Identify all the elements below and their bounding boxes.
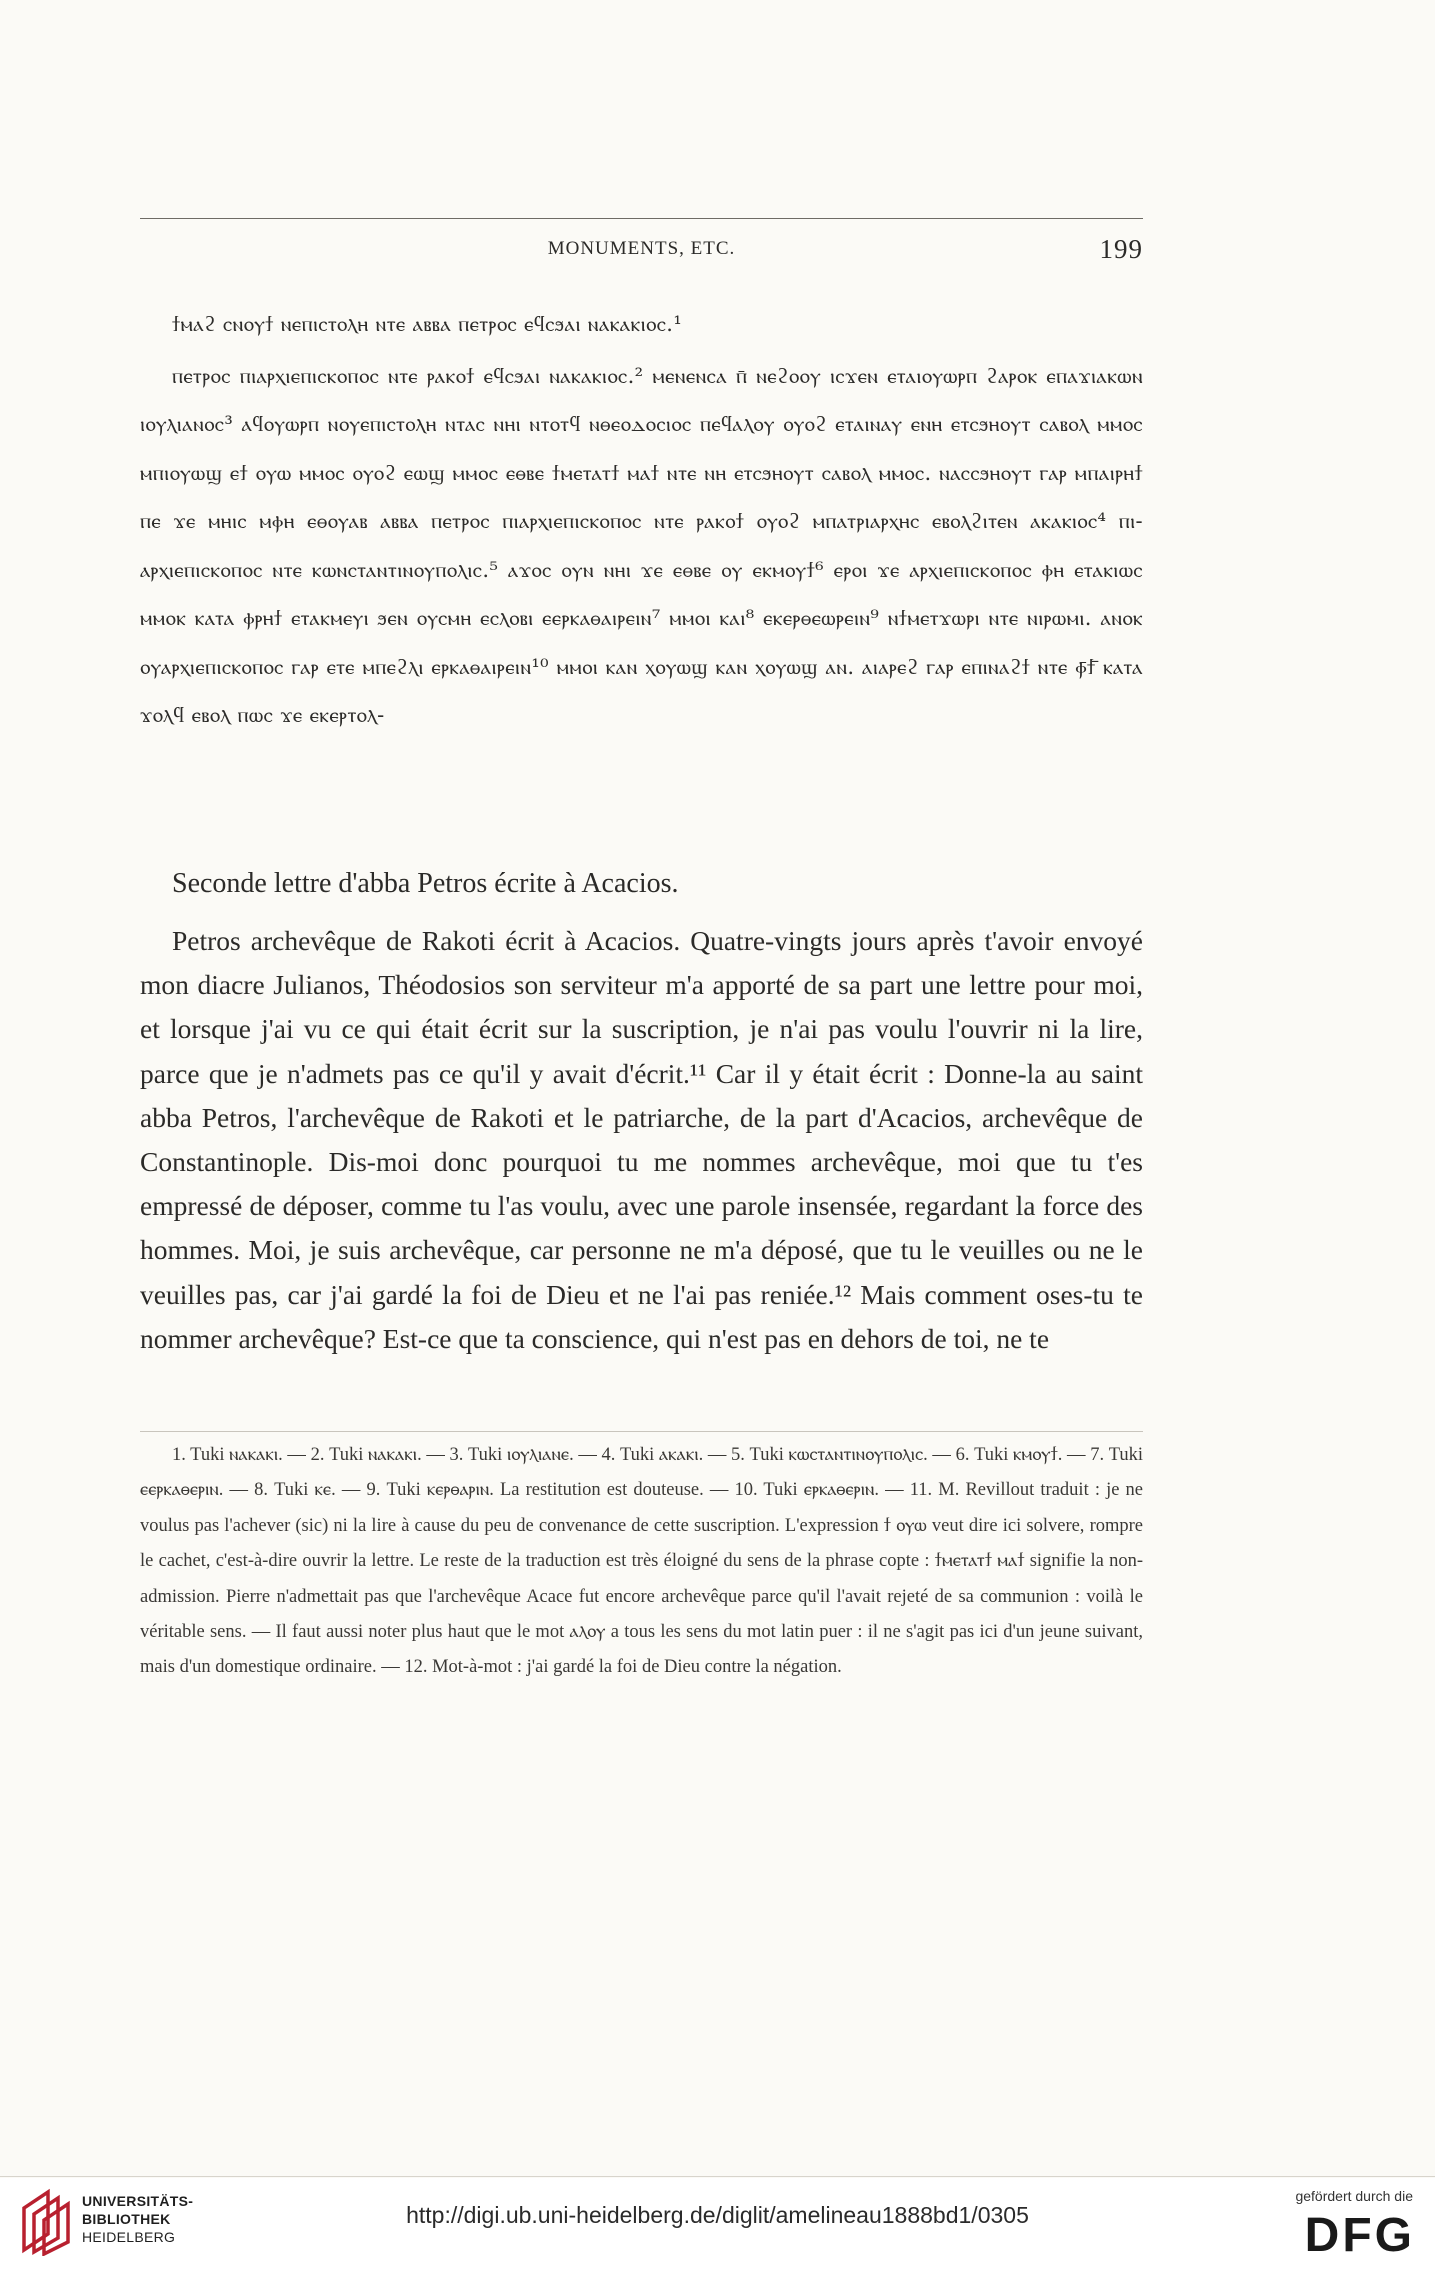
french-paragraph: Petros archevêque de Rakoti écrit à Acacios. Quatre-vingts jours après t'avoir envoyé mon diacre Julianos, Théodosios son serviteur m'a apporté de sa part une lettre pour moi, et lorsque j'ai vu ce qui était écrit sur la suscription, je n'ai pas voulu l'ouvrir ni la lire, parce que je n'admets pas ce qu'il y avait d'écrit.¹¹ Car il y était écrit : Donne-la au saint abba Petros, l'archevêque de Rakoti et le patriarche, de la part d'Acacios, archevêque de Constantinople. Dis-moi donc pourquoi tu me nommes archevêque, moi que tu t'es empressé de déposer, comme tu l'as voulu, avec une parole insensée, regardant la force des hommes. Moi, je suis archevêque, car personne ne m'a déposé, que tu le veuilles ou ne le veuilles pas, car j'ai gardé la foi de Dieu et ne l'ai pas reniée.¹² Mais comment oses-tu te nommer archevêque? Est-ce que ta conscience, qui n'est pas en dehors de toi, ne te: [140, 925, 1143, 1354]
footnotes-text: 1. Tuki ⲛⲁⲕⲁⲕⲓ. — 2. Tuki ⲛⲁⲕⲁⲕⲓ. — 3. Tuki ⲓⲟⲩⲗⲓⲁⲛⲉ. — 4. Tuki ⲁⲕⲁⲕⲓ. — 5. Tuki ⲕⲱⲥⲧⲁⲛⲧⲓⲛⲟⲩⲡⲟⲗⲓⲥ. — 6. Tuki ⲕⲙⲟⲩϯ. — 7. Tuki ⲉⲉⲣⲕⲁⲑⲉⲣⲓⲛ. — 8. Tuki ⲕⲉ. — 9. Tuki ⲕⲉⲣⲑⲁⲣⲓⲛ. La restitution est douteuse. — 10. Tuki ⲉⲣⲕⲁⲑⲉⲣⲓⲛ. — 11. M. Revillout traduit : je ne voulus pas l'achever (sic) ni la lire à cause du peu de convenance de cette suscription. L'expression ϯ ⲟⲩⲱ veut dire ici solvere, rompre le cachet, c'est-à-dire ouvrir la lettre. Le reste de la traduction est très éloigné du sens de la phrase copte : ϯⲙⲉⲧⲁⲧϯ ⲙⲁϯ signifie la non-admission. Pierre n'admettait pas que l'archevêque Acace fut encore archevêque parce qu'il l'avait rejeté de sa communion : voilà le véritable sens. — Il faut aussi noter plus haut que le mot ⲁⲗⲟⲩ a tous les sens du mot latin puer : il ne s'agit pas ici d'un jeune suivant, mais d'un domestique ordinaire. — 12. Mot-à-mot : j'ai gardé la foi de Dieu contre la négation.: [140, 1445, 1143, 1678]
header-rule: [140, 218, 1143, 219]
footer-divider: [0, 2176, 1435, 2177]
digitization-footer: [0, 2178, 1435, 2282]
footnotes-divider: [140, 1431, 1143, 1432]
dfg-logo: DFG: [1304, 2209, 1415, 2262]
page-number: 199: [1099, 234, 1143, 264]
coptic-heading: ϯⲙⲁϩ ⲥⲛⲟⲩϯ ⲛⲉⲡⲓⲥⲧⲟⲗⲏ ⲛⲧⲉ ⲁⲃⲃⲁ ⲡⲉⲧⲣⲟⲥ ⲉϥⲥϧⲁⲓ ⲛⲁⲕⲁⲕⲓⲟⲥ.¹: [172, 312, 683, 336]
permalink-url[interactable]: http://digi.ub.uni-heidelberg.de/diglit/amelineau1888bd1/0305: [406, 2202, 1029, 2228]
french-translation: [140, 919, 1143, 1361]
funding-caption: gefördert durch die: [1295, 2188, 1413, 2204]
university-library-name: UNIVERSITÄTS- BIBLIOTHEK HEIDELBERG: [82, 2193, 194, 2245]
french-heading: Seconde lettre d'abba Petros écrite à Acacios.: [172, 868, 679, 899]
running-head: [140, 234, 1143, 270]
footnotes: [140, 1438, 1143, 1686]
coptic-text: [140, 300, 1143, 740]
coptic-paragraph: ⲡⲉⲧⲣⲟⲥ ⲡⲓⲁⲣⲭⲓⲉⲡⲓⲥⲕⲟⲡⲟⲥ ⲛⲧⲉ ⲣⲁⲕⲟϯ ⲉϥⲥϧⲁⲓ ⲛⲁⲕⲁⲕⲓⲟⲥ.² ⲙⲉⲛⲉⲛⲥⲁ ⲡ̄ ⲛⲉϩⲟⲟⲩ ⲓⲥϫⲉⲛ ⲉⲧⲁⲓⲟⲩⲱⲣⲡ ϩⲁⲣⲟⲕ ⲉⲡⲁϫⲓⲁⲕⲱⲛ ⲓⲟⲩⲗⲓⲁⲛⲟⲥ³ ⲁϥⲟⲩⲱⲣⲡ ⲛⲟⲩⲉⲡⲓⲥⲧⲟⲗⲏ ⲛⲧⲁⲥ ⲛⲏⲓ ⲛⲧⲟⲧϥ ⲛⲑⲉⲟⲇⲟⲥⲓⲟⲥ ⲡⲉϥⲁⲗⲟⲩ ⲟⲩⲟϩ ⲉⲧⲁⲓⲛⲁⲩ ⲉⲛⲏ ⲉⲧⲥϧⲏⲟⲩⲧ ⲥⲁⲃⲟⲗ ⲙⲙⲟⲥ ⲙⲡⲓⲟⲩⲱϣ ⲉϯ ⲟⲩⲱ ⲙⲙⲟⲥ ⲟⲩⲟϩ ⲉⲱϣ ⲙⲙⲟⲥ ⲉⲑⲃⲉ ϯⲙⲉⲧⲁⲧϯ ⲙⲁϯ ⲛⲧⲉ ⲛⲏ ⲉⲧⲥϧⲏⲟⲩⲧ ⲥⲁⲃⲟⲗ ⲙⲙⲟⲥ. ⲛⲁⲥⲥϧⲏⲟⲩⲧ ⲅⲁⲣ ⲙⲡⲁⲓⲣⲏϯ ⲡⲉ ϫⲉ ⲙⲏⲓⲥ ⲙⲫⲏ ⲉⲑⲟⲩⲁⲃ ⲁⲃⲃⲁ ⲡⲉⲧⲣⲟⲥ ⲡⲓⲁⲣⲭⲓⲉⲡⲓⲥⲕⲟⲡⲟⲥ ⲛⲧⲉ ⲣⲁⲕⲟϯ ⲟⲩⲟϩ ⲙⲡⲁⲧⲣⲓⲁⲣⲭⲏⲥ ⲉⲃⲟⲗϩⲓⲧⲉⲛ ⲁⲕⲁⲕⲓⲟⲥ⁴ ⲡⲓ- ⲁⲣⲭⲓⲉⲡⲓⲥⲕⲟⲡⲟⲥ ⲛⲧⲉ ⲕⲱⲛⲥⲧⲁⲛⲧⲓⲛⲟⲩⲡⲟⲗⲓⲥ.⁵ ⲁϫⲟⲥ ⲟⲩⲛ ⲛⲏⲓ ϫⲉ ⲉⲑⲃⲉ ⲟⲩ ⲉⲕⲙⲟⲩϯ⁶ ⲉⲣⲟⲓ ϫⲉ ⲁⲣⲭⲓⲉⲡⲓⲥⲕⲟⲡⲟⲥ ⲫⲏ ⲉⲧⲁⲕⲓⲱⲥ ⲙⲙⲟⲕ ⲕⲁⲧⲁ ⲫⲣⲏϯ ⲉⲧⲁⲕⲙⲉⲩⲓ ϧⲉⲛ ⲟⲩⲥⲙⲏ ⲉⲥⲗⲟⲃⲓ ⲉⲉⲣⲕⲁⲑⲁⲓⲣⲉⲓⲛ⁷ ⲙⲙⲟⲓ ⲕⲁⲓ⁸ ⲉⲕⲉⲣⲑⲉⲱⲣⲉⲓⲛ⁹ ⲛϯⲙⲉⲧϫⲱⲣⲓ ⲛⲧⲉ ⲛⲓⲣⲱⲙⲓ. ⲁⲛⲟⲕ ⲟⲩⲁⲣⲭⲓⲉⲡⲓⲥⲕⲟⲡⲟⲥ ⲅⲁⲣ ⲉⲧⲉ ⲙⲡⲉϩⲗⲓ ⲉⲣⲕⲁⲑⲁⲓⲣⲉⲓⲛ¹⁰ ⲙⲙⲟⲓ ⲕⲁⲛ ⲭⲟⲩⲱϣ ⲕⲁⲛ ⲭⲟⲩⲱϣ ⲁⲛ. ⲁⲓⲁⲣⲉϩ ⲅⲁⲣ ⲉⲡⲓⲛⲁϩϯ ⲛⲧⲉ ⲫ̄ϯ̄ ⲕⲁⲧⲁ ϫⲟⲗϥ ⲉⲃⲟⲗ ⲡⲱⲥ ϫⲉ ⲉⲕⲉⲣⲧⲟⲗ-: [140, 363, 1143, 727]
running-title: MONUMENTS, ETC.: [547, 238, 736, 259]
